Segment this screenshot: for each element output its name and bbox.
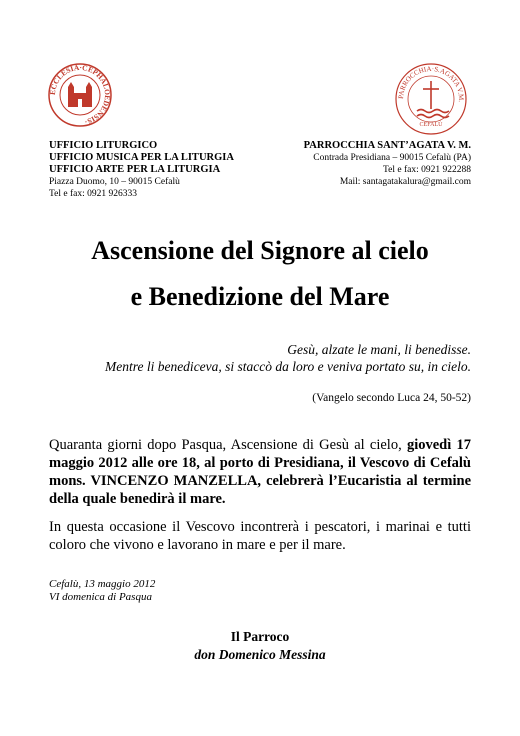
quote-line1: Gesù, alzate le mani, li benedisse. [287, 342, 471, 357]
meeting-paragraph: In questa occasione il Vescovo incontrerà i pescatori, i marinai e tutti coloro che vivono e lavorano in mare e per il mare. [49, 519, 471, 553]
page-title-line1: Ascensione del Signore al cielo [91, 236, 429, 265]
parish-header [304, 140, 471, 188]
announcement-intro: Quaranta giorni dopo Pasqua, Ascensione di Gesù al cielo, [49, 437, 407, 453]
announcement-details: giovedì 17 maggio 2012 alle ore 18, al porto di Presidiana, il Vescovo di Cefalù mons. VINCENZO MANZELLA, celebrerà l’Eucaristia al termine della quale benedirà il mare. [49, 437, 471, 507]
announcement-paragraph [49, 436, 471, 508]
parish-seal-ring-text: PARROCCHIA·S.AGATA V.M. [396, 64, 466, 103]
diocese-address: Piazza Duomo, 10 – 90015 Cefalù [49, 177, 180, 187]
parish-address: Contrada Presidiana – 90015 Cefalù (PA) [313, 153, 471, 163]
parish-phone: Tel e fax: 0921 922288 [383, 165, 471, 175]
date-place: Cefalù, 13 maggio 2012 [49, 578, 156, 590]
gospel-reference: (Vangelo secondo Luca 24, 50-52) [312, 392, 471, 404]
office-music: UFFICIO MUSICA PER LA LITURGIA [49, 152, 234, 163]
parish-seal [395, 63, 467, 135]
cross-and-waves-icon [417, 81, 449, 118]
parish-seal-bottom-text: CEFALÙ [419, 122, 443, 128]
signature-role: Il Parroco [230, 629, 290, 644]
diocese-offices-header [49, 140, 234, 200]
parish-name: PARROCCHIA SANT’AGATA V. M. [303, 140, 471, 151]
diocese-phone: Tel e fax: 0921 926333 [49, 189, 137, 199]
diocese-seal-ring-text: ECCLESIA·CEPHALOEDENSIS· [48, 63, 112, 127]
document-date [49, 578, 155, 604]
office-art: UFFICIO ARTE PER LA LITURGIA [49, 164, 221, 175]
signature-name: don Domenico Messina [194, 647, 326, 662]
cathedral-icon [68, 82, 92, 107]
quote-line2: Mentre li benediceva, si staccò da loro e veniva portato su, in cielo. [104, 359, 471, 374]
parish-email: Mail: santagatakalura@gmail.com [339, 177, 471, 187]
gospel-quote [105, 341, 471, 375]
page-title-line2: e Benedizione del Mare [130, 282, 390, 311]
liturgical-day: VI domenica di Pasqua [49, 591, 152, 603]
diocese-seal [48, 63, 112, 127]
office-liturgy: UFFICIO LITURGICO [49, 140, 158, 151]
